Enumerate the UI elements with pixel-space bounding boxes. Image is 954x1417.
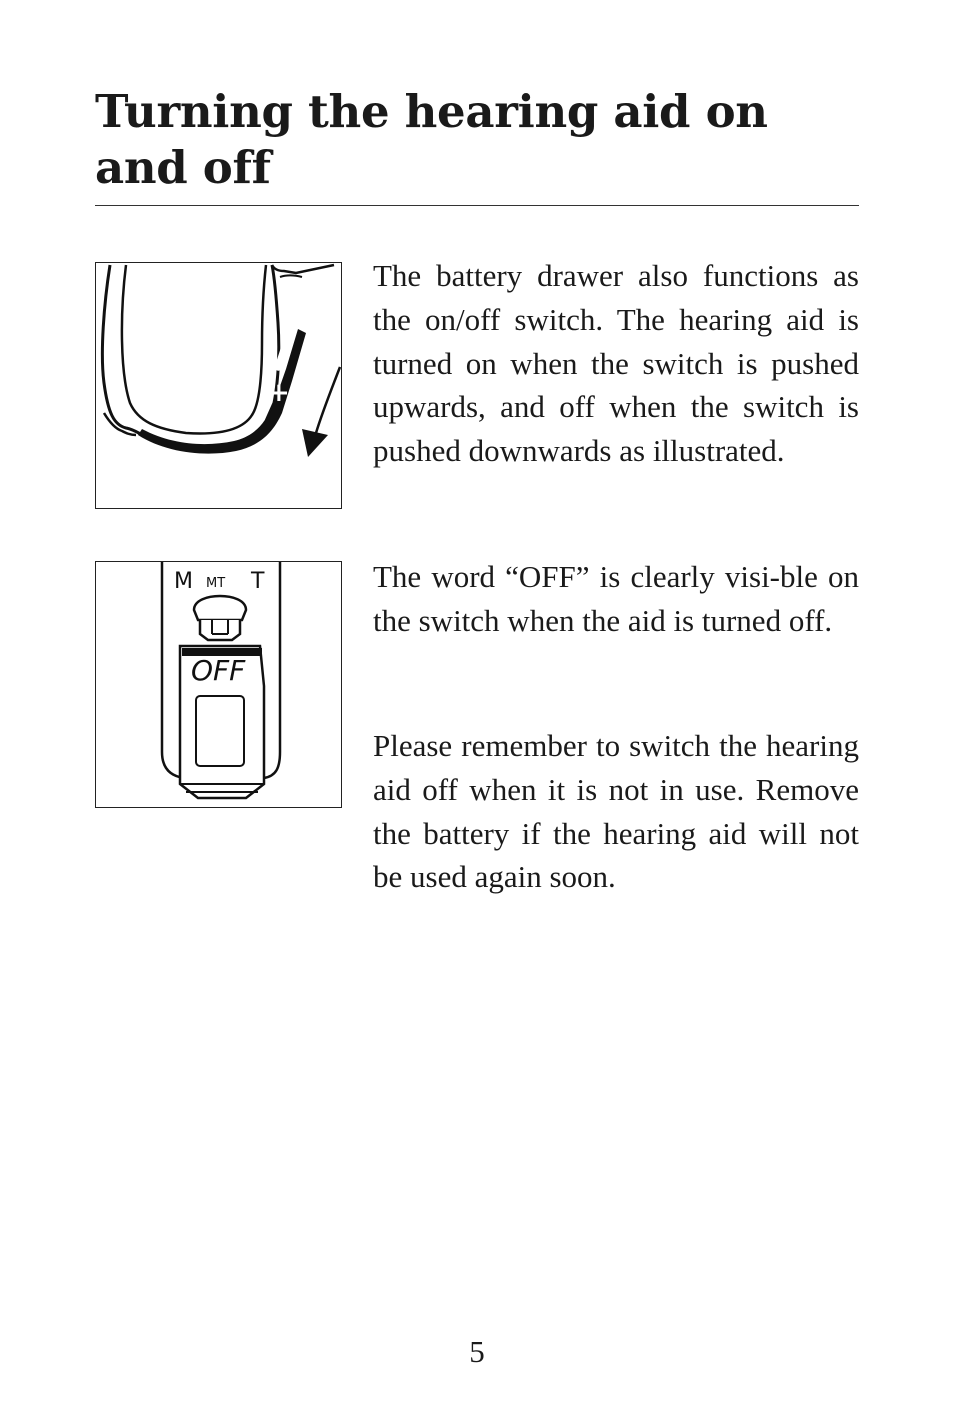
battery-drawer-illustration: [95, 262, 342, 509]
paragraph-switch-off-reminder: Please remember to switch the hearing aid off when it is not in use. Remove the battery if the hearing aid will not be used again soon.: [373, 728, 859, 895]
paragraph-battery-drawer: The battery drawer also functions as the on/off switch. The hearing aid is turned on when the switch is pushed upwards, and off when the switch is pushed downwards as illustrated.: [373, 258, 859, 469]
down-arrow-icon: [302, 429, 328, 457]
page-number: 5: [469, 1334, 485, 1369]
paragraph-off-visible: The word “OFF” is clearly visi-ble on the switch when the aid is turned off.: [373, 559, 859, 638]
title-divider: [95, 205, 859, 206]
off-label: OFF: [191, 654, 246, 687]
label-mt: MT: [206, 576, 226, 591]
off-switch-illustration: [95, 561, 342, 808]
plus-label: +: [268, 378, 290, 408]
page-title: Turning the hearing aid on and off: [95, 85, 768, 194]
label-m: M: [174, 569, 193, 594]
label-t: T: [251, 569, 265, 594]
